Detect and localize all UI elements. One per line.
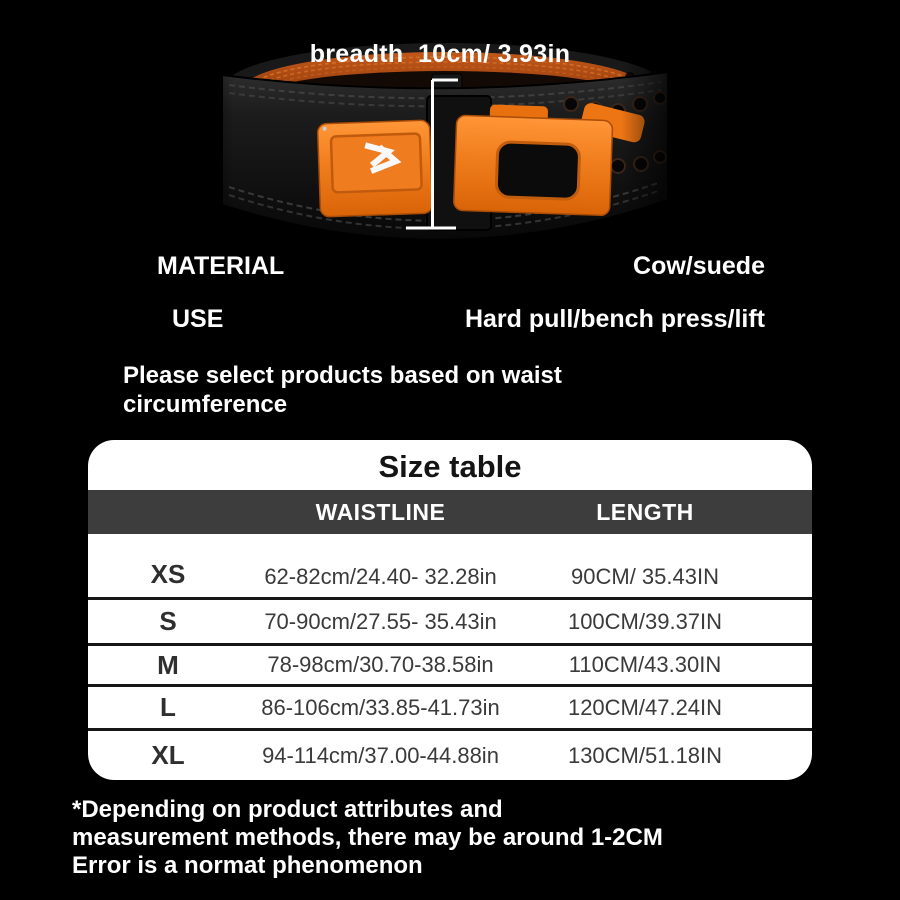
- header-waistline: WAISTLINE: [315, 498, 446, 525]
- waistline-value: 94-114cm/37.00-44.88in: [262, 742, 499, 768]
- disclaimer-line1: *Depending on product attributes and: [72, 796, 503, 823]
- size-table-title: Size table: [378, 449, 522, 484]
- photo-vignette: [205, 38, 695, 253]
- size-row-xs: [88, 534, 812, 597]
- disclaimer-line2: measurement methods, there may be around 1-2CM: [72, 824, 663, 851]
- waistline-value: 78-98cm/30.70-38.58in: [267, 652, 494, 677]
- size-row-s: [88, 597, 812, 643]
- size-label: XL: [151, 740, 185, 770]
- waistline-value: 86-106cm/33.85-41.73in: [261, 694, 500, 720]
- size-row-l: [88, 684, 812, 728]
- size-table-header: [88, 490, 812, 534]
- length-value: 110CM/43.30IN: [568, 652, 722, 677]
- length-value: 130CM/51.18IN: [567, 742, 723, 768]
- size-label: XS: [150, 559, 186, 589]
- material-value: Cow/suede: [633, 252, 765, 280]
- material-label: MATERIAL: [157, 252, 285, 280]
- disclaimer-line3: Error is a normat phenomenon: [72, 852, 423, 879]
- use-label: USE: [172, 305, 224, 333]
- size-label: M: [157, 649, 179, 680]
- length-value: 90CM/ 35.43IN: [571, 564, 719, 589]
- waist-selection-note: [123, 361, 562, 419]
- length-value: 120CM/47.24IN: [567, 694, 723, 720]
- size-label: L: [160, 692, 176, 722]
- size-label: S: [159, 606, 177, 636]
- size-table-card: [88, 440, 812, 780]
- waist-note-line1: Please select products based on waist: [123, 362, 562, 389]
- header-length: LENGTH: [596, 498, 694, 525]
- size-row-xl: [88, 728, 812, 780]
- breadth-label: breadth 10cm/ 3.93in: [309, 40, 571, 68]
- length-value: 100CM/39.37IN: [567, 608, 723, 634]
- waistline-value: 62-82cm/24.40- 32.28in: [264, 564, 497, 589]
- measurement-disclaimer: [72, 796, 663, 880]
- size-row-m: [88, 643, 812, 684]
- waistline-value: 70-90cm/27.55- 35.43in: [264, 608, 497, 634]
- waist-note-line2: circumference: [123, 391, 288, 418]
- use-value: Hard pull/bench press/lift: [464, 305, 765, 333]
